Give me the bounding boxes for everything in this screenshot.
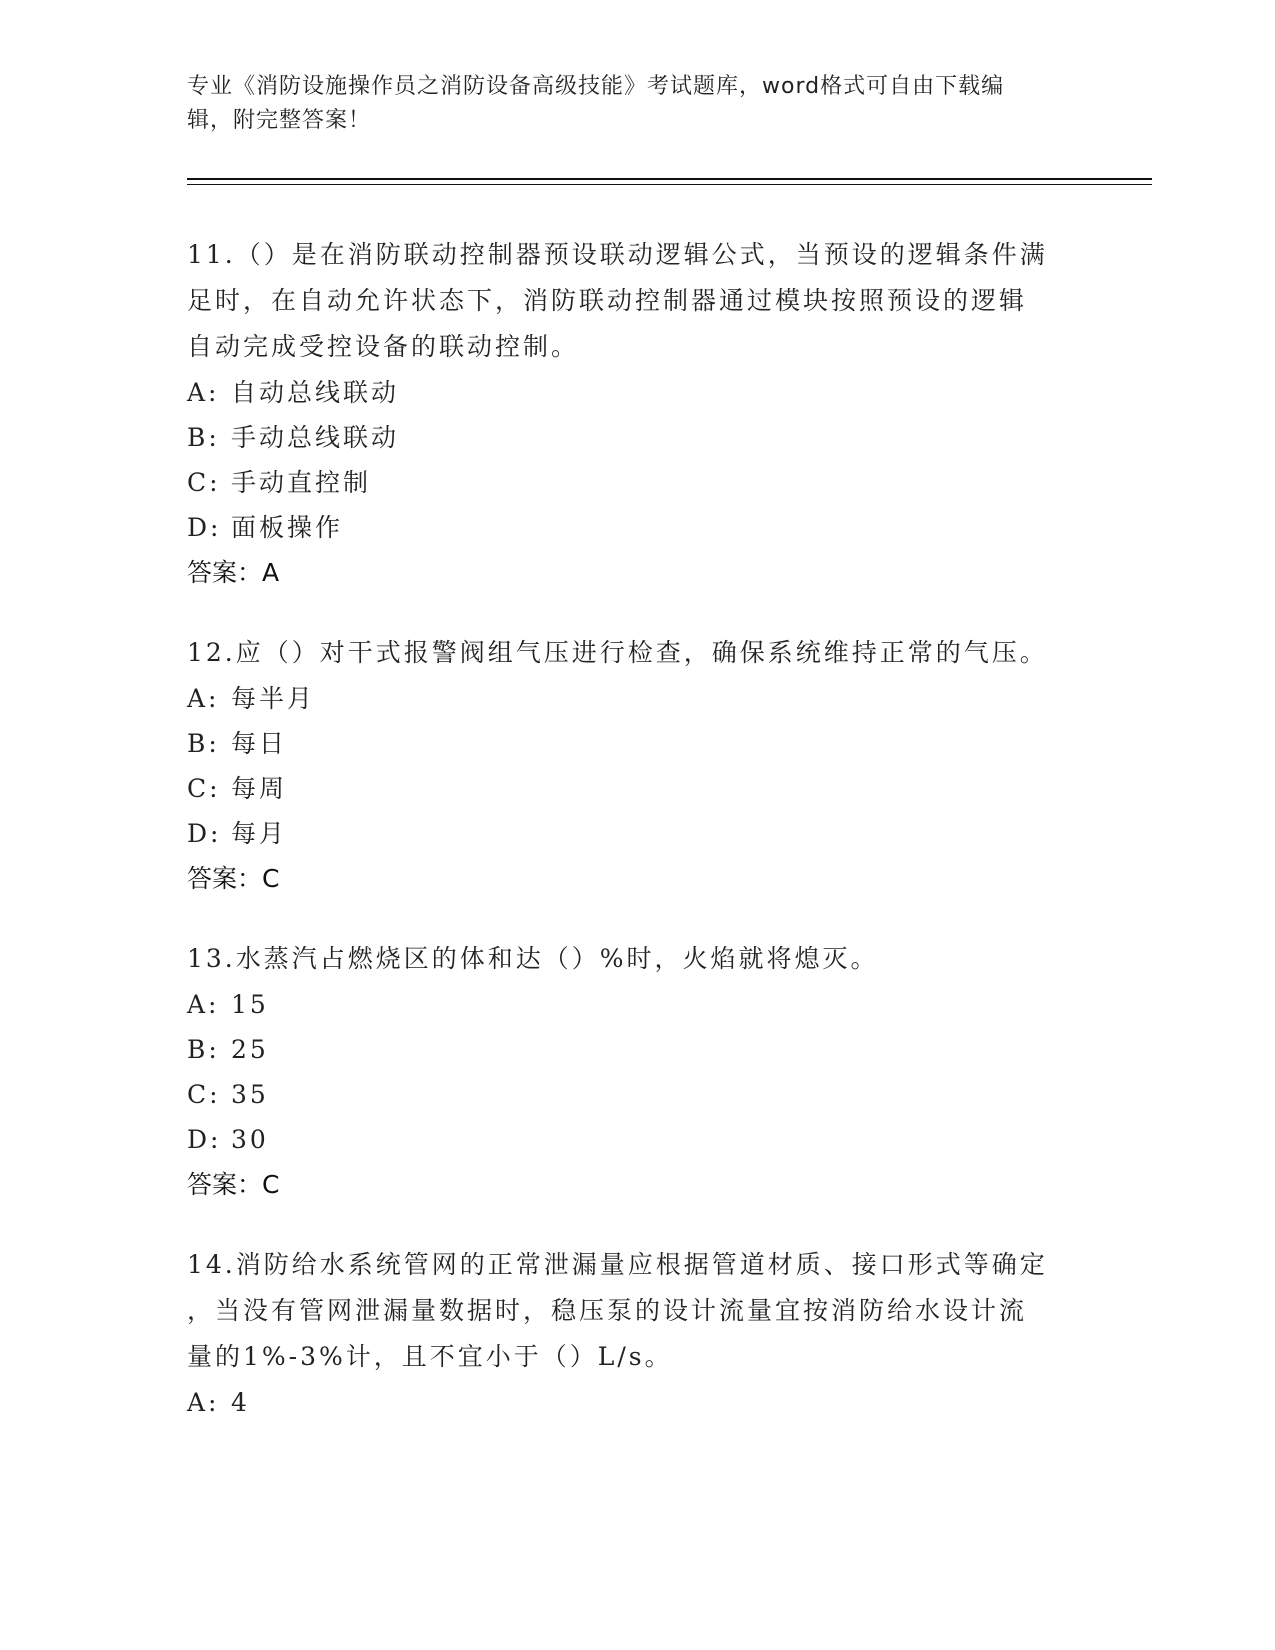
- stem-line: 11.（）是在消防联动控制器预设联动逻辑公式，当预设的逻辑条件满: [187, 240, 1048, 269]
- question-stem: [187, 936, 1087, 982]
- stem-line: 13.水蒸汽占燃烧区的体和达（）%时，火焰就将熄灭。: [187, 944, 879, 973]
- option-key: C:: [187, 774, 221, 803]
- option-key: A:: [187, 378, 220, 407]
- header-divider-thin: [187, 184, 1152, 185]
- stem-line: 自动完成受控设备的联动控制。: [187, 332, 580, 361]
- option-a: [187, 982, 1087, 1027]
- option-text: 每月: [231, 819, 288, 848]
- option-a: [187, 676, 1087, 721]
- question-14: [187, 1242, 1087, 1425]
- stem-line: 12.应（）对干式报警阀组气压进行检查，确保系统维持正常的气压。: [187, 638, 1048, 667]
- header-line-1: 专业《消防设施操作员之消防设备高级技能》考试题库，word格式可自由下载编: [187, 74, 1005, 99]
- stem-line: 14.消防给水系统管网的正常泄漏量应根据管道材质、接口形式等确定: [187, 1250, 1048, 1279]
- answer-line: 答案：A: [187, 558, 280, 587]
- option-text: 每周: [231, 774, 288, 803]
- option-key: A:: [187, 1388, 220, 1417]
- option-d: [187, 505, 1087, 550]
- option-c: [187, 460, 1087, 505]
- option-text: 面板操作: [231, 513, 344, 542]
- option-key: D:: [187, 1125, 222, 1154]
- option-key: B:: [187, 1035, 220, 1064]
- stem-line: 量的1%-3%计，且不宜小于（）L/s。: [187, 1342, 673, 1371]
- header-line-2: 辑，附完整答案！: [187, 108, 372, 133]
- option-text: 每日: [231, 729, 288, 758]
- question-stem: [187, 1242, 1087, 1380]
- option-d: [187, 1117, 1087, 1162]
- option-text: 手动总线联动: [231, 423, 400, 452]
- option-c: [187, 766, 1087, 811]
- question-stem: [187, 630, 1087, 676]
- option-b: [187, 1027, 1087, 1072]
- document-header: [187, 70, 1087, 138]
- option-key: B:: [187, 423, 220, 452]
- option-key: A:: [187, 684, 220, 713]
- stem-line: ，当没有管网泄漏量数据时，稳压泵的设计流量宜按消防给水设计流: [187, 1296, 1028, 1325]
- option-key: C:: [187, 1080, 221, 1109]
- answer-line: 答案：C: [187, 1170, 280, 1199]
- option-text: 手动直控制: [231, 468, 372, 497]
- option-a: [187, 1380, 1087, 1425]
- option-key: A:: [187, 990, 220, 1019]
- option-text: 15: [231, 990, 269, 1019]
- option-a: [187, 370, 1087, 415]
- option-key: D:: [187, 513, 222, 542]
- question-stem: [187, 232, 1087, 370]
- option-key: D:: [187, 819, 222, 848]
- option-text: 25: [231, 1035, 269, 1064]
- stem-line: 足时，在自动允许状态下，消防联动控制器通过模块按照预设的逻辑: [187, 286, 1028, 315]
- option-b: [187, 721, 1087, 766]
- option-text: 自动总线联动: [231, 378, 400, 407]
- header-divider-thick: [187, 178, 1152, 180]
- option-text: 每半月: [231, 684, 316, 713]
- question-13: [187, 936, 1087, 1208]
- option-c: [187, 1072, 1087, 1117]
- question-11: [187, 232, 1087, 596]
- question-list: [187, 232, 1087, 1459]
- option-text: 30: [231, 1125, 269, 1154]
- option-text: 4: [231, 1388, 250, 1417]
- option-b: [187, 415, 1087, 460]
- option-key: B:: [187, 729, 220, 758]
- option-key: C:: [187, 468, 221, 497]
- answer-line: 答案：C: [187, 864, 280, 893]
- option-text: 35: [231, 1080, 269, 1109]
- question-12: [187, 630, 1087, 902]
- option-d: [187, 811, 1087, 856]
